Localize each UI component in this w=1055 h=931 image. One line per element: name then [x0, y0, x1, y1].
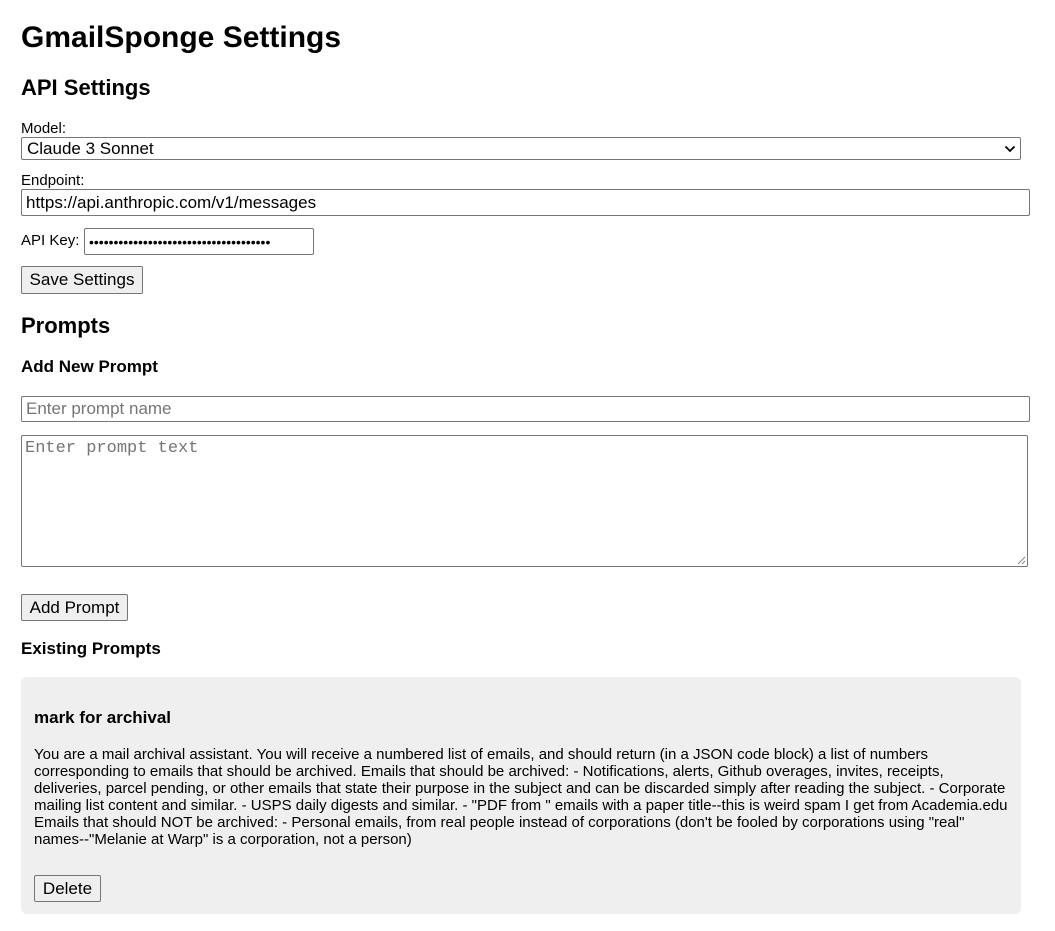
api-key-label: API Key: [21, 232, 80, 249]
delete-prompt-button[interactable]: Delete [34, 875, 101, 902]
add-new-prompt-heading: Add New Prompt [21, 357, 158, 376]
add-prompt-button[interactable]: Add Prompt [21, 594, 128, 621]
endpoint-label: Endpoint: [21, 172, 85, 189]
save-settings-button[interactable]: Save Settings [21, 266, 143, 294]
prompt-name: mark for archival [34, 708, 172, 727]
api-settings-heading: API Settings [21, 75, 151, 100]
endpoint-input[interactable] [21, 189, 1030, 216]
model-select-value: Claude 3 Sonnet [27, 139, 154, 158]
prompt-name-input[interactable] [21, 396, 1030, 422]
model-select[interactable] [21, 137, 1021, 160]
model-label: Model: [21, 120, 67, 137]
prompt-text: You are a mail archival assistant. You will receive a numbered list of emails, and should return (in a JSON code block) a list of numbers corresponding to emails that should be archived. Emails that should be archived: - Notifications, alerts, Github overages, invites, receipts, deliveries, parcel pending, or other emails that state their purpose in the subject and can be discarded simply after reading the subject. - Corporate mailing list content and similar. - USPS daily digests and similar. - "PDF from " emails with a paper title--this is weird spam I get from Academia.edu Emails that should NOT be archived: - Personal emails, from real people instead of corporations (don't be fooled by corporations using "real" names--"Melanie at Warp" is a corporation, not a person) [34, 746, 1008, 848]
prompt-card [21, 677, 1021, 914]
chevron-down-icon [1004, 143, 1016, 155]
existing-prompts-heading: Existing Prompts [21, 639, 161, 658]
api-key-input[interactable] [84, 228, 314, 255]
prompts-heading: Prompts [21, 313, 111, 338]
resize-grip-icon[interactable] [1017, 556, 1026, 565]
page-title: GmailSponge Settings [21, 21, 342, 54]
prompt-text-input[interactable] [21, 435, 1028, 567]
